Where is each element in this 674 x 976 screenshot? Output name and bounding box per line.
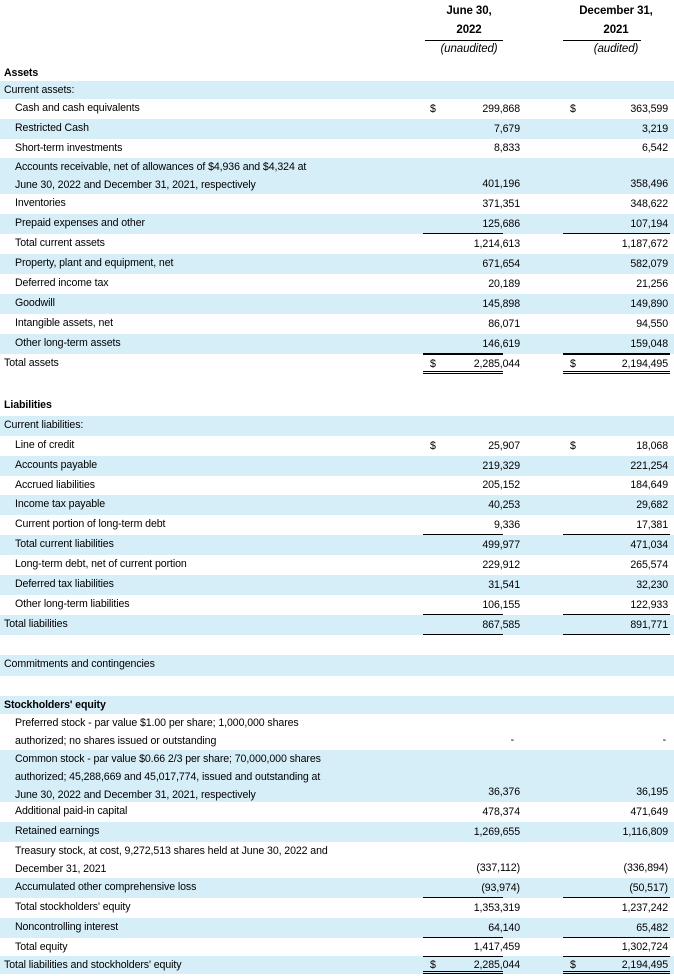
total-topline	[423, 956, 503, 957]
value-dec-2021: 363,599	[630, 103, 668, 115]
value-june-2022: 25,907	[488, 440, 520, 452]
table-row	[0, 139, 674, 158]
value-june-2022: 40,253	[488, 499, 520, 511]
row-label: Short-term investments	[15, 142, 123, 154]
row-label: Liabilities	[4, 399, 52, 411]
row-label: Accounts receivable, net of allowances of $4,936 and $4,324 at	[15, 161, 307, 173]
table-row	[0, 476, 674, 495]
table-row	[0, 535, 674, 555]
row-label: Property, plant and equipment, net	[15, 257, 174, 269]
value-june-2022: 229,912	[482, 559, 520, 571]
table-row	[0, 374, 674, 396]
table-row	[0, 119, 674, 139]
column-header-june	[423, 2, 515, 59]
value-june-2022: 478,374	[482, 806, 520, 818]
value-dec-2021: 65,482	[636, 922, 668, 934]
row-label: June 30, 2022 and December 31, 2021, respectively	[15, 789, 256, 801]
row-label: Inventories	[15, 197, 66, 209]
table-row	[0, 456, 674, 476]
value-june-2022: 8,833	[493, 142, 520, 154]
currency-symbol: $	[570, 440, 576, 452]
table-row	[0, 750, 674, 802]
value-dec-2021: 107,194	[630, 218, 668, 230]
value-dec-2021: 582,079	[630, 258, 668, 270]
row-label: Additional paid-in capital	[15, 805, 128, 817]
value-june-2022: 2,285,044	[473, 959, 520, 971]
table-row	[0, 436, 674, 456]
currency-symbol: $	[430, 103, 436, 115]
row-label: Accrued liabilities	[15, 479, 95, 491]
row-label: Deferred tax liabilities	[15, 578, 114, 590]
value-june-2022: 125,686	[482, 218, 520, 230]
total-double-underline	[423, 971, 503, 974]
currency-symbol: $	[570, 103, 576, 115]
column-header-june-line1: June 30,	[446, 5, 492, 17]
row-label: Noncontrolling interest	[15, 921, 119, 933]
row-label: Prepaid expenses and other	[15, 217, 145, 229]
table-row	[0, 416, 674, 436]
table-row	[0, 158, 674, 194]
table-row	[0, 615, 674, 635]
value-dec-2021: 1,237,242	[621, 902, 668, 914]
column-header-december-line1: December 31,	[579, 5, 653, 17]
table-row	[0, 99, 674, 119]
value-june-2022: 205,152	[482, 479, 520, 491]
table-row	[0, 822, 674, 842]
row-label: Current assets:	[4, 84, 75, 96]
value-june-2022: 9,336	[493, 519, 520, 531]
table-row	[0, 676, 674, 696]
table-row	[0, 696, 674, 714]
table-row	[0, 802, 674, 822]
value-dec-2021: 36,195	[636, 786, 668, 798]
value-june-2022: 7,679	[493, 123, 520, 135]
row-label: Goodwill	[15, 297, 55, 309]
value-dec-2021: 221,254	[630, 460, 668, 472]
row-label: Line of credit	[15, 439, 75, 451]
value-june-2022: 499,977	[482, 539, 520, 551]
currency-symbol: $	[430, 440, 436, 452]
table-row	[0, 555, 674, 575]
value-dec-2021: 265,574	[630, 559, 668, 571]
header-underline-december	[563, 40, 641, 41]
row-label: Current liabilities:	[4, 419, 84, 431]
table-row	[0, 64, 674, 81]
row-label: Income tax payable	[15, 498, 106, 510]
row-label: Accumulated other comprehensive loss	[15, 881, 197, 893]
value-june-2022: 867,585	[482, 619, 520, 631]
row-label: Common stock - par value $0.66 2/3 per share; 70,000,000 shares	[15, 753, 321, 765]
value-june-2022: 1,269,655	[473, 826, 520, 838]
row-label: Total current liabilities	[15, 538, 114, 550]
currency-symbol: $	[430, 959, 436, 971]
value-dec-2021: -	[662, 734, 666, 746]
value-dec-2021: 358,496	[630, 178, 668, 190]
value-dec-2021: (336,894)	[623, 862, 668, 874]
row-label: Long-term debt, net of current portion	[15, 558, 187, 570]
value-dec-2021: 471,649	[630, 806, 668, 818]
table-row	[0, 595, 674, 615]
value-dec-2021: 471,034	[630, 539, 668, 551]
value-dec-2021: 159,048	[630, 338, 668, 350]
value-dec-2021: 21,256	[636, 278, 668, 290]
row-label: Retained earnings	[15, 825, 100, 837]
table-row	[0, 842, 674, 878]
table-row	[0, 515, 674, 535]
row-label: Accounts payable	[15, 459, 98, 471]
value-june-2022: 1,214,613	[473, 238, 520, 250]
value-june-2022: 1,353,319	[473, 902, 520, 914]
row-label: authorized; 45,288,669 and 45,017,774, issued and outstanding at	[15, 771, 321, 783]
table-row	[0, 635, 674, 655]
header-underline-june	[425, 40, 503, 41]
value-dec-2021: (50,517)	[629, 882, 668, 894]
value-june-2022: (337,112)	[476, 862, 520, 874]
value-june-2022: 2,285,044	[473, 358, 520, 370]
table-row	[0, 274, 674, 294]
table-row	[0, 194, 674, 214]
row-label: Preferred stock - par value $1.00 per share; 1,000,000 shares	[15, 717, 299, 729]
table-row	[0, 354, 674, 374]
value-june-2022: 106,155	[482, 599, 520, 611]
table-row	[0, 334, 674, 354]
value-june-2022: 1,417,459	[473, 941, 520, 953]
table-row	[0, 956, 674, 974]
row-label: Other long-term liabilities	[15, 598, 130, 610]
row-label: Other long-term assets	[15, 337, 121, 349]
row-label: Assets	[4, 67, 39, 79]
row-label: authorized; no shares issued or outstanding	[15, 735, 217, 747]
row-label: Total liabilities	[4, 618, 68, 630]
column-header-december	[570, 2, 662, 59]
total-double-underline	[563, 971, 670, 974]
value-dec-2021: 29,682	[636, 499, 668, 511]
value-dec-2021: 2,194,495	[621, 959, 668, 971]
row-label: Restricted Cash	[15, 122, 89, 134]
table-row	[0, 714, 674, 750]
value-dec-2021: 2,194,495	[621, 358, 668, 370]
table-row	[0, 495, 674, 515]
table-row	[0, 81, 674, 99]
value-dec-2021: 6,542	[641, 142, 668, 154]
table-row	[0, 878, 674, 898]
total-topline	[423, 354, 503, 355]
value-dec-2021: 149,890	[630, 298, 668, 310]
total-topline	[563, 354, 670, 355]
row-label: Cash and cash equivalents	[15, 102, 140, 114]
row-label: Total liabilities and stockholders' equity	[4, 959, 182, 971]
currency-symbol: $	[570, 358, 576, 370]
table-row	[0, 294, 674, 314]
row-label: Commitments and contingencies	[4, 658, 155, 670]
row-label: Intangible assets, net	[15, 317, 113, 329]
table-row	[0, 254, 674, 274]
row-label: December 31, 2021	[15, 863, 107, 875]
row-label: Stockholders' equity	[4, 699, 106, 711]
row-label: Total equity	[15, 941, 68, 953]
table-row	[0, 898, 674, 918]
value-june-2022: 671,654	[482, 258, 520, 270]
value-dec-2021: 348,622	[630, 198, 668, 210]
value-dec-2021: 1,187,672	[621, 238, 668, 250]
value-june-2022: -	[510, 734, 514, 746]
value-dec-2021: 184,649	[630, 479, 668, 491]
value-june-2022: 86,071	[488, 318, 520, 330]
table-row	[0, 655, 674, 676]
column-header-december-sub: (audited)	[593, 43, 639, 55]
column-header-june-line2: 2022	[456, 24, 482, 36]
value-dec-2021: 17,381	[636, 519, 668, 531]
value-dec-2021: 1,116,809	[622, 826, 668, 838]
row-label: Current portion of long-term debt	[15, 518, 166, 530]
total-topline	[563, 956, 670, 957]
column-header-december-line2: 2021	[603, 24, 629, 36]
table-row	[0, 314, 674, 334]
table-row	[0, 396, 674, 416]
value-june-2022: 145,898	[482, 298, 520, 310]
value-dec-2021: 122,933	[630, 599, 668, 611]
row-label: Total current assets	[15, 237, 105, 249]
value-dec-2021: 18,068	[636, 440, 668, 452]
value-dec-2021: 3,219	[641, 123, 668, 135]
value-dec-2021: 94,550	[636, 318, 668, 330]
value-june-2022: 219,329	[482, 460, 520, 472]
row-label: Deferred income tax	[15, 277, 109, 289]
value-dec-2021: 1,302,724	[621, 941, 668, 953]
row-label: Total stockholders' equity	[15, 901, 131, 913]
row-label: Treasury stock, at cost, 9,272,513 shares held at June 30, 2022 and	[15, 845, 328, 857]
table-row	[0, 214, 674, 234]
row-label: June 30, 2022 and December 31, 2021, respectively	[15, 179, 256, 191]
row-label: Total assets	[4, 357, 59, 369]
value-june-2022: 20,189	[488, 278, 520, 290]
table-row	[0, 938, 674, 956]
value-june-2022: 401,196	[482, 178, 520, 190]
table-row	[0, 575, 674, 595]
value-june-2022: (93,974)	[481, 882, 520, 894]
value-june-2022: 36,376	[488, 786, 520, 798]
value-june-2022: 371,351	[482, 198, 520, 210]
value-june-2022: 31,541	[488, 579, 520, 591]
table-row	[0, 234, 674, 254]
value-june-2022: 299,868	[482, 103, 520, 115]
value-june-2022: 146,619	[482, 338, 520, 350]
currency-symbol: $	[570, 959, 576, 971]
column-header-june-sub: (unaudited)	[440, 43, 498, 55]
table-row	[0, 918, 674, 938]
currency-symbol: $	[430, 358, 436, 370]
value-dec-2021: 32,230	[636, 579, 668, 591]
value-dec-2021: 891,771	[630, 619, 668, 631]
value-june-2022: 64,140	[488, 922, 520, 934]
